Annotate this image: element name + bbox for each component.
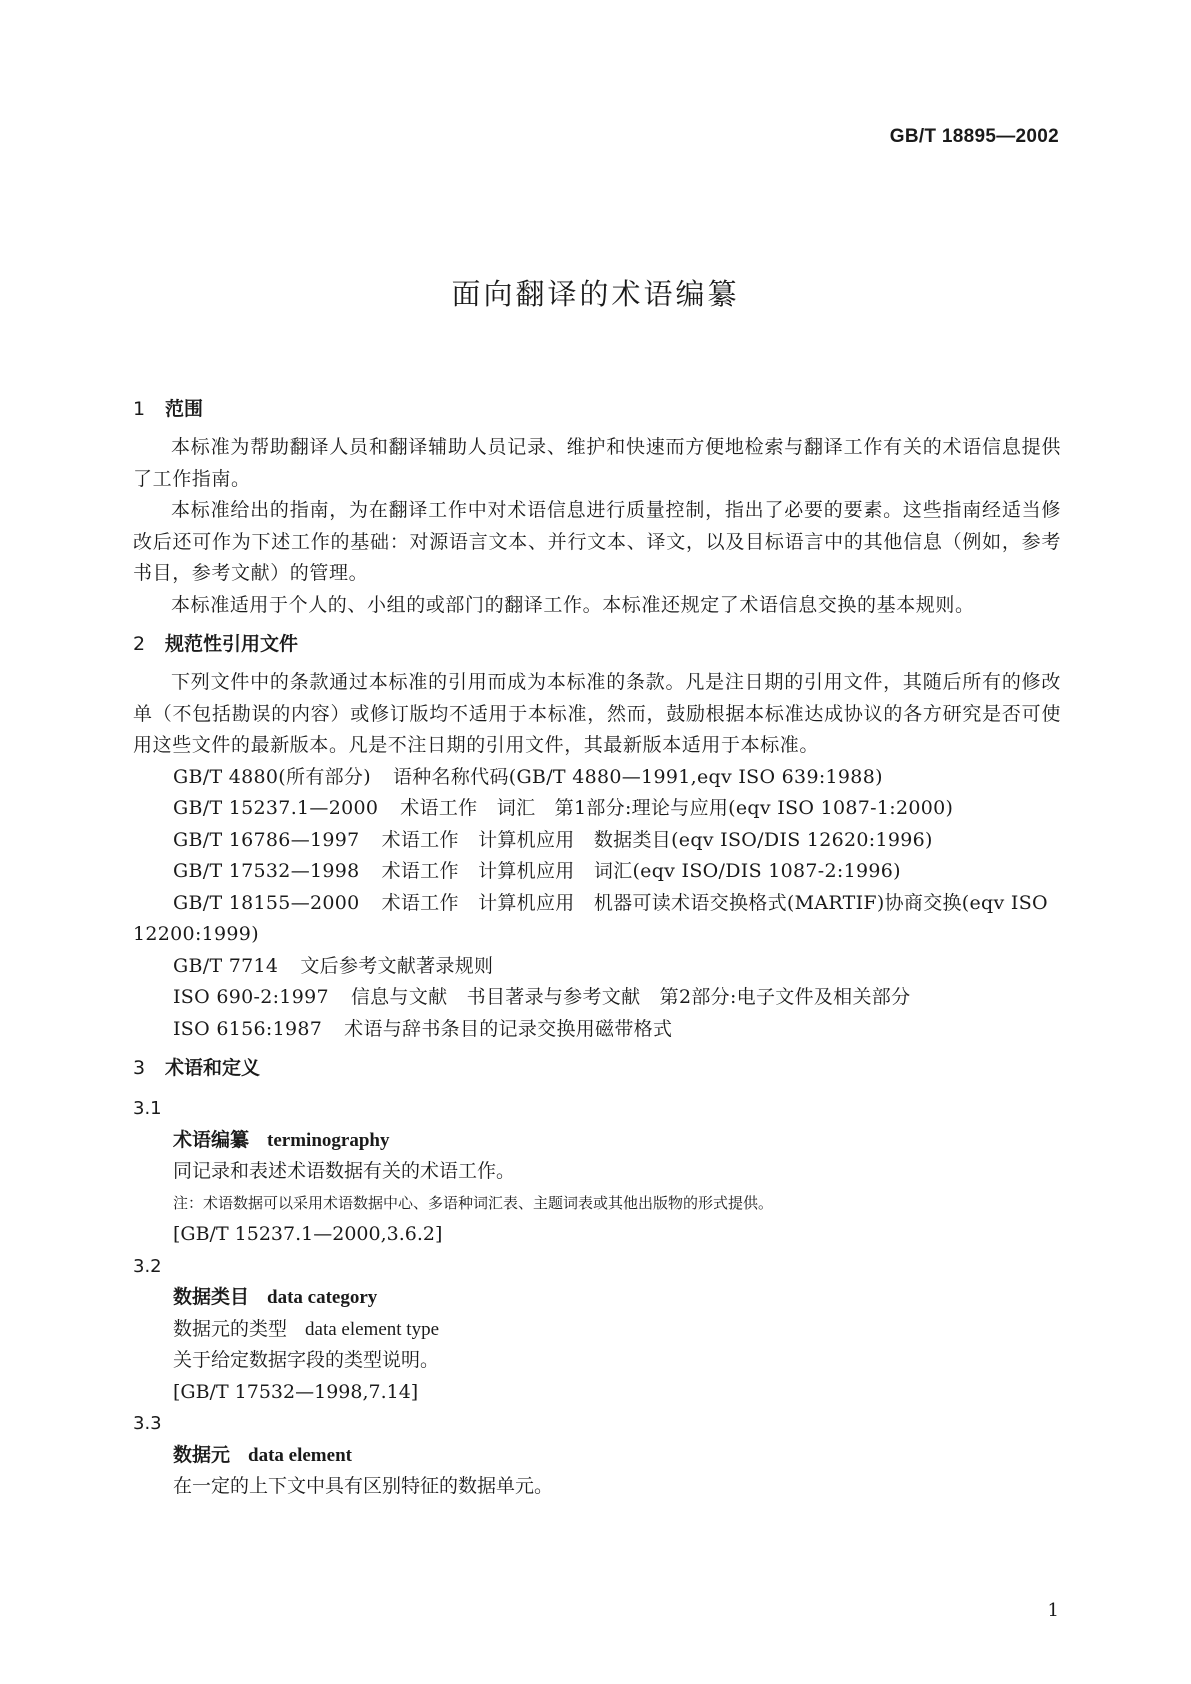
reference-item [133, 982, 1061, 1014]
section-heading-normative-references [133, 627, 1061, 661]
reference-title: 术语工作 计算机应用 词汇(eqv ISO/DIS 1087-2:1996) [381, 860, 901, 882]
term-en: terminography [267, 1129, 390, 1151]
section-title: 规范性引用文件 [165, 633, 299, 655]
synonym-zh: 数据元的类型 [173, 1317, 288, 1340]
reference-item [133, 951, 1061, 983]
standard-code: GB/T 18895—2002 [889, 126, 1059, 147]
paragraph: 下列文件中的条款通过本标准的引用而成为本标准的条款。凡是注日期的引用文件，其随后所有的修改单（不包括勘误的内容）或修订版均不适用于本标准，然而，鼓励根据本标准达成协议的各方研究是否可使用这些文件的最新版本。凡是不注日期的引用文件，其最新版本适用于本标准。 [133, 671, 1061, 756]
term-number: 3.3 [133, 1413, 162, 1434]
section-number: 3 [133, 1057, 146, 1079]
section-number: 1 [133, 398, 146, 420]
term-en: data category [267, 1287, 378, 1308]
term-definition: 在一定的上下文中具有区别特征的数据单元。 [173, 1475, 554, 1497]
paragraph: 本标准为帮助翻译人员和翻译辅助人员记录、维护和快速而方便地检索与翻译工作有关的术语信息提供了工作指南。 [133, 436, 1061, 490]
reference-item [133, 762, 1061, 794]
reference-code: GB/T 18155—2000 [173, 891, 360, 914]
reference-code: GB/T 15237.1—2000 [173, 797, 379, 819]
term-heading [133, 1282, 1061, 1314]
reference-code: GB/T 7714 [173, 954, 279, 977]
term-note: 注：术语数据可以采用术语数据中心、多语种词汇表、主题词表或其他出版物的形式提供。 [173, 1193, 774, 1212]
section-heading-terms-definitions [133, 1051, 1061, 1085]
term-source: [GB/T 15237.1—2000,3.6.2] [173, 1223, 443, 1245]
section-heading-scope [133, 392, 1061, 426]
reference-code: GB/T 4880(所有部分) [173, 765, 371, 788]
section-number: 2 [133, 633, 146, 655]
reference-title: 术语工作 计算机应用 机器可读术语交换格式(MARTIF)协商交换(eqv ISO 12200:1999) [133, 891, 1048, 945]
reference-item [133, 793, 1061, 825]
reference-code: ISO 690-2:1997 [173, 986, 329, 1008]
paragraph: 本标准适用于个人的、小组的或部门的翻译工作。本标准还规定了术语信息交换的基本规则。 [171, 593, 975, 616]
reference-item [133, 856, 1061, 888]
reference-code: GB/T 17532—1998 [173, 860, 360, 882]
term-heading [133, 1440, 1061, 1472]
synonym-en: data element type [305, 1318, 440, 1340]
reference-code: ISO 6156:1987 [173, 1017, 323, 1040]
paragraph: 本标准给出的指南，为在翻译工作中对术语信息进行质量控制，指出了必要的要素。这些指南经适当修改后还可作为下述工作的基础：对源语言文本、并行文本、译文，以及目标语言中的其他信息（例如，参考书目，参考文献）的管理。 [133, 499, 1061, 584]
reference-title: 术语工作 词汇 第1部分:理论与应用(eqv ISO 1087-1:2000) [400, 797, 954, 819]
section-title: 范围 [165, 398, 204, 420]
term-heading [133, 1125, 1061, 1157]
term-number: 3.2 [133, 1255, 162, 1277]
reference-item [133, 888, 1061, 951]
document-title: 面向翻译的术语编纂 [451, 277, 740, 311]
reference-title: 语种名称代码(GB/T 4880—1991,eqv ISO 639:1988) [392, 765, 883, 788]
term-definition: 关于给定数据字段的类型说明。 [173, 1349, 440, 1371]
term-en: data element [248, 1444, 352, 1466]
reference-title: 文后参考文献著录规则 [300, 954, 494, 977]
reference-title: 信息与文献 书目著录与参考文献 第2部分:电子文件及相关部分 [350, 986, 911, 1008]
reference-title: 术语工作 计算机应用 数据类目(eqv ISO/DIS 12620:1996) [381, 828, 933, 851]
term-zh: 数据类目 [173, 1286, 250, 1308]
reference-code: GB/T 16786—1997 [173, 828, 360, 851]
term-source: [GB/T 17532—1998,7.14] [173, 1380, 419, 1403]
term-synonym [133, 1314, 1061, 1346]
reference-item [133, 1014, 1061, 1046]
term-zh: 术语编纂 [173, 1128, 250, 1151]
term-definition: 同记录和表述术语数据有关的术语工作。 [173, 1160, 516, 1182]
reference-item [133, 825, 1061, 857]
document-body [133, 392, 1061, 1503]
section-title: 术语和定义 [165, 1057, 261, 1079]
page-number: 1 [1047, 1600, 1059, 1621]
reference-title: 术语与辞书条目的记录交换用磁带格式 [344, 1017, 673, 1040]
term-zh: 数据元 [173, 1443, 231, 1466]
term-number: 3.1 [133, 1098, 162, 1119]
